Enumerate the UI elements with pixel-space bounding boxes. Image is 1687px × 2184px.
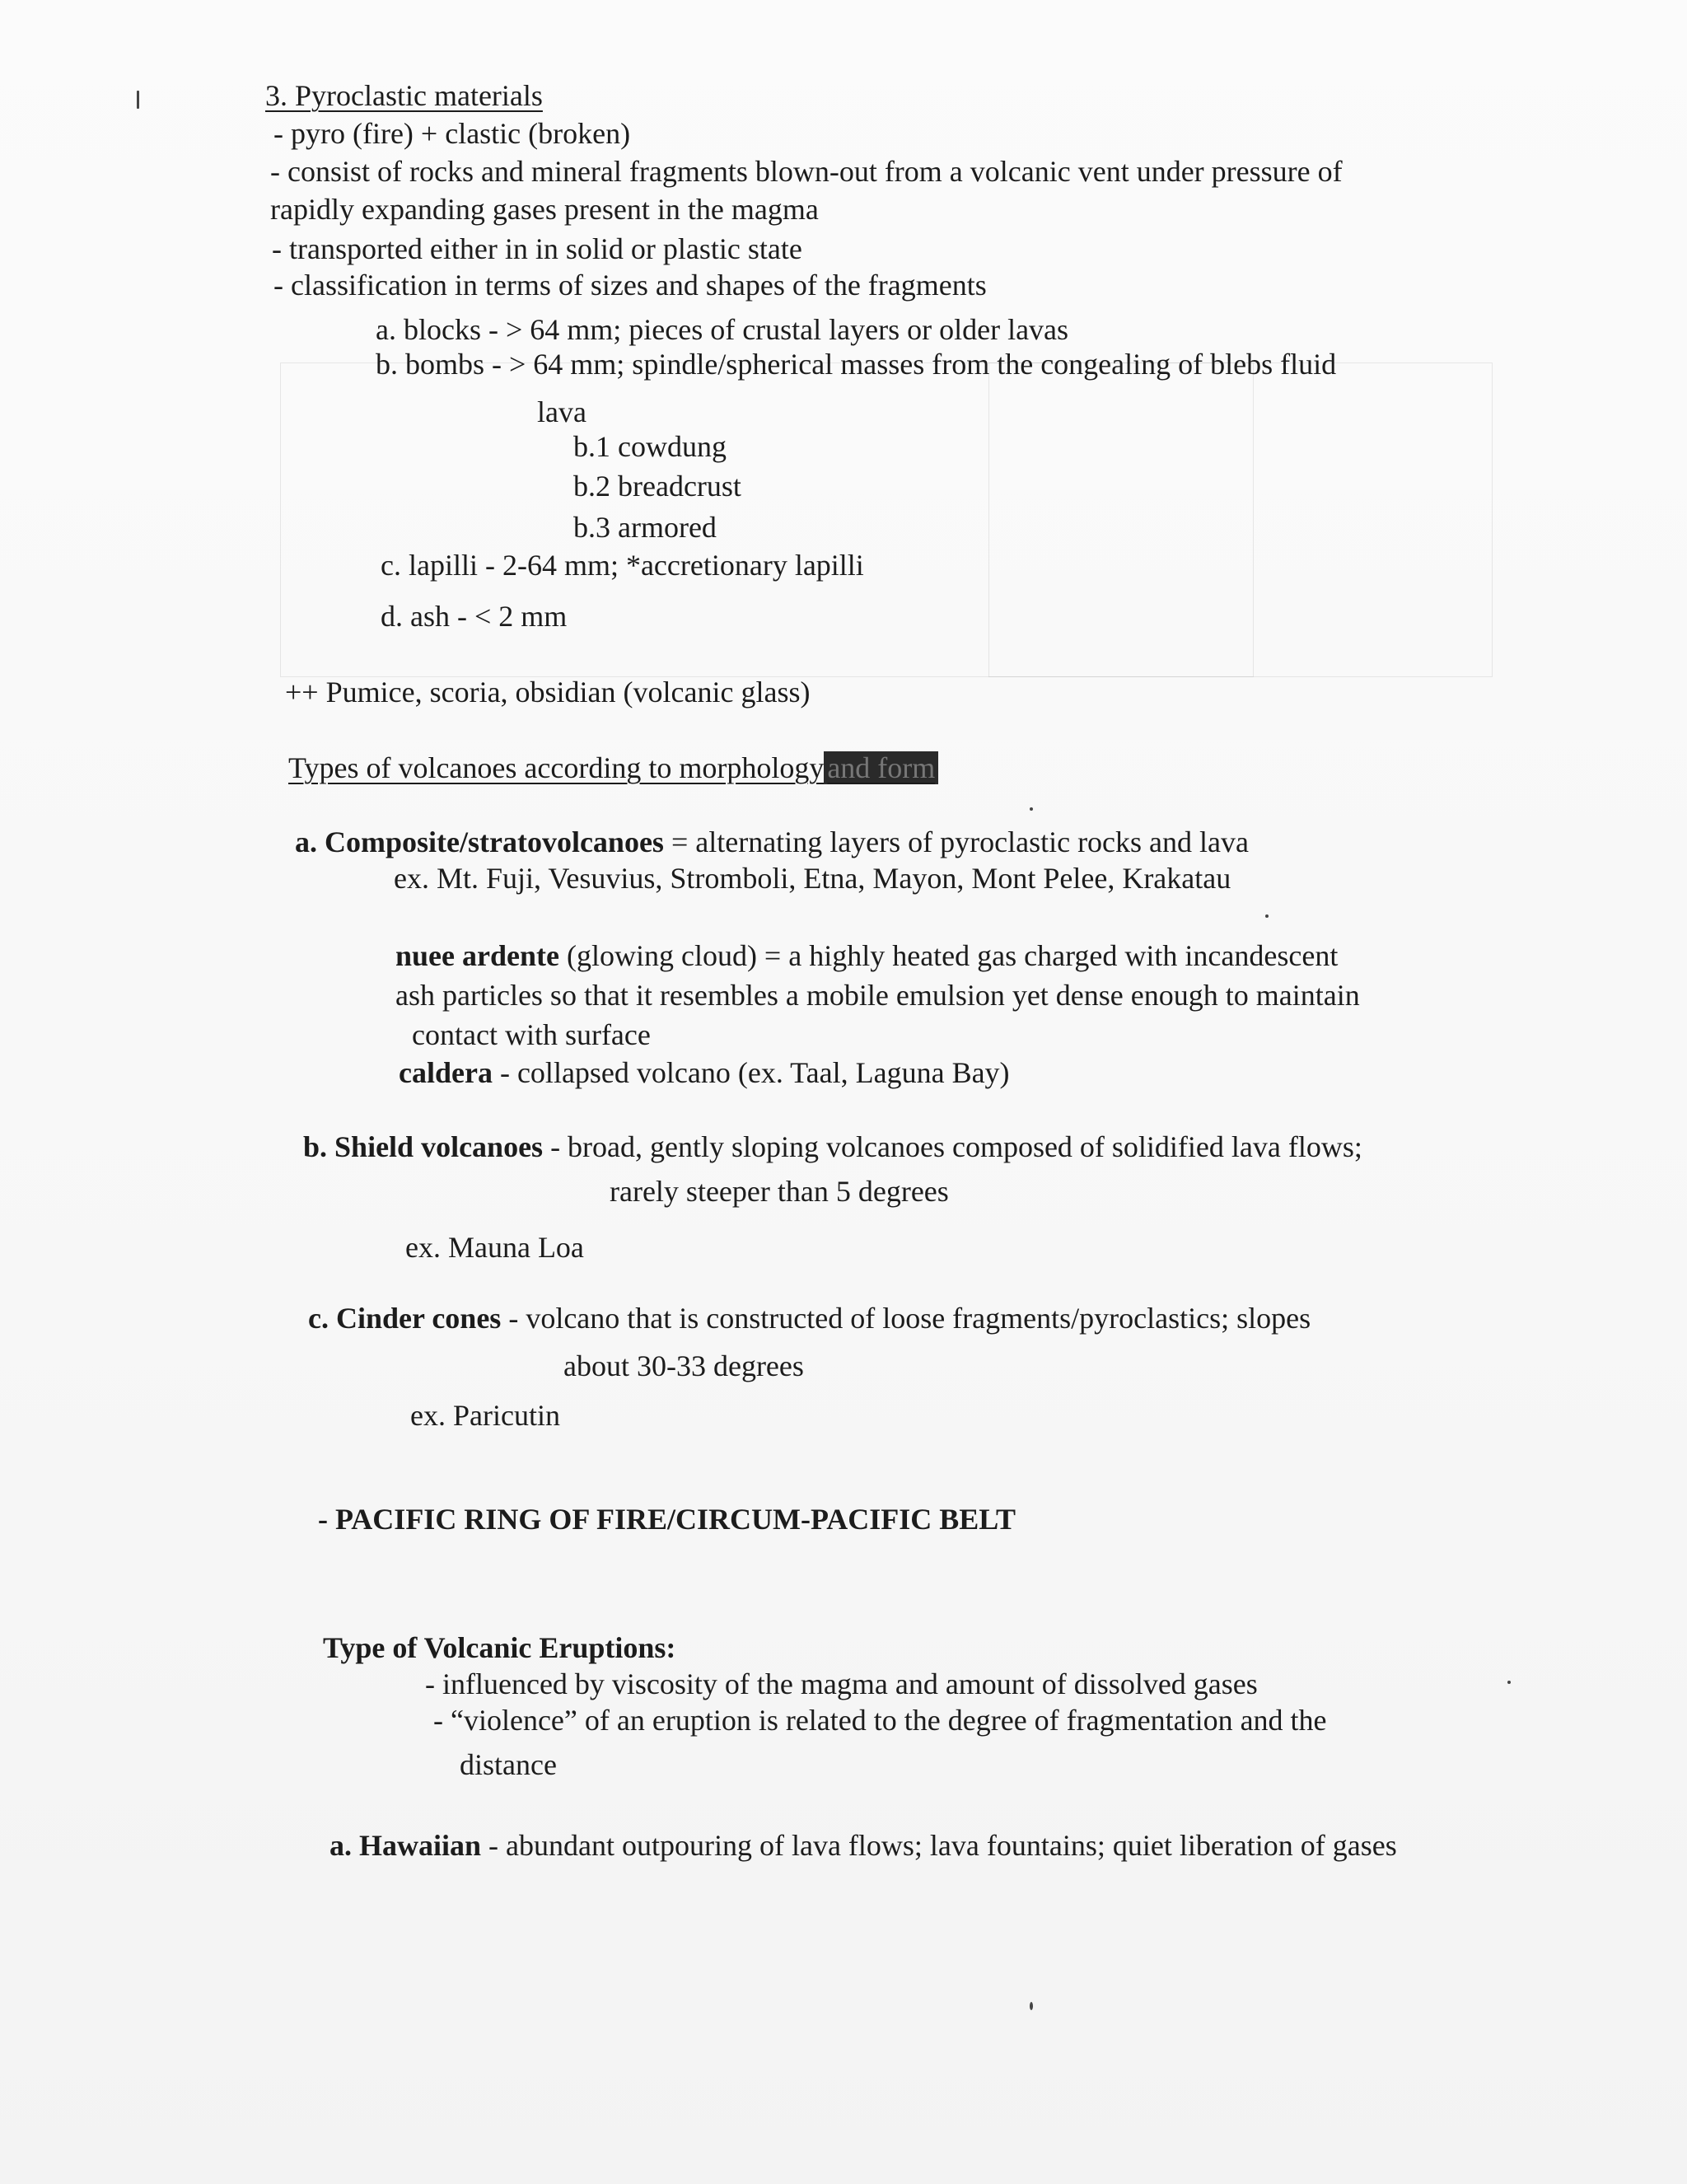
cinder-line bbox=[308, 1300, 1311, 1336]
eruptions-heading: Type of Volcanic Eruptions: bbox=[323, 1631, 676, 1664]
redacted-text: and form bbox=[824, 751, 938, 784]
bomb-subtype: b.3 armored bbox=[573, 511, 717, 544]
shield-line-2: rarely steeper than 5 degrees bbox=[610, 1175, 949, 1208]
shield-example: ex. Mauna Loa bbox=[405, 1231, 584, 1264]
cinder-desc: - volcano that is constructed of loose fragments/pyroclastics; slopes bbox=[501, 1302, 1311, 1335]
eruptions-line: - influenced by viscosity of the magma and amount of dissolved gases bbox=[425, 1667, 1258, 1700]
cinder-line-2: about 30-33 degrees bbox=[563, 1349, 804, 1382]
composite-line bbox=[295, 824, 1249, 860]
ring-of-fire-heading: - PACIFIC RING OF FIRE/CIRCUM-PACIFIC BELT bbox=[318, 1503, 1016, 1536]
fragment-item-bombs: b. bombs - > 64 mm; spindle/spherical masses from the congealing of blebs fluid bbox=[376, 348, 1337, 381]
volcanic-glass-note: ++ Pumice, scoria, obsidian (volcanic glass) bbox=[285, 676, 811, 709]
fragment-item-bombs-cont: lava bbox=[537, 395, 586, 428]
shield-desc: - broad, gently sloping volcanoes composed of solidified lava flows; bbox=[543, 1130, 1362, 1163]
bomb-subtype: b.1 cowdung bbox=[573, 430, 727, 463]
scan-speck bbox=[1507, 1681, 1511, 1684]
pyro-line: - transported either in in solid or plastic state bbox=[272, 232, 802, 265]
fragment-item-ash: d. ash - < 2 mm bbox=[381, 600, 568, 633]
scan-speck bbox=[137, 91, 139, 109]
cinder-label: c. Cinder cones bbox=[308, 1302, 502, 1335]
shield-line bbox=[303, 1129, 1362, 1165]
fragment-item-lapilli: c. lapilli - 2-64 mm; *accretionary lapilli bbox=[381, 549, 864, 582]
nuee-line-3: contact with surface bbox=[412, 1018, 651, 1051]
composite-example: ex. Mt. Fuji, Vesuvius, Stromboli, Etna, Mayon, Mont Pelee, Krakatau bbox=[394, 862, 1231, 895]
nuee-label: nuee ardente bbox=[395, 939, 559, 972]
nuee-line bbox=[395, 938, 1338, 974]
nuee-desc: (glowing cloud) = a highly heated gas charged with incandescent bbox=[558, 939, 1339, 972]
bomb-subtype: b.2 breadcrust bbox=[573, 470, 741, 503]
scan-speck bbox=[1030, 2002, 1033, 2010]
pyroclastic-heading: 3. Pyroclastic materials bbox=[265, 79, 543, 112]
pyro-line: - classification in terms of sizes and shapes of the fragments bbox=[273, 269, 987, 302]
composite-desc: = alternating layers of pyroclastic rocks and lava bbox=[663, 825, 1249, 858]
scan-speck bbox=[1030, 807, 1033, 811]
hawaiian-label: a. Hawaiian bbox=[329, 1829, 482, 1862]
caldera-desc: - collapsed volcano (ex. Taal, Laguna Bay) bbox=[492, 1056, 1010, 1089]
bleed-through-rule bbox=[988, 362, 1254, 677]
hawaiian-desc: - abundant outpouring of lava flows; lava fountains; quiet liberation of gases bbox=[481, 1829, 1397, 1862]
fragment-item-blocks: a. blocks - > 64 mm; pieces of crustal layers or older lavas bbox=[376, 313, 1069, 346]
composite-label: a. Composite/stratovolcanoes bbox=[295, 825, 664, 858]
caldera-line bbox=[399, 1055, 1010, 1091]
hawaiian-line bbox=[329, 1827, 1397, 1864]
eruptions-line: distance bbox=[460, 1748, 557, 1781]
scan-speck bbox=[1265, 914, 1269, 918]
pyro-line: - consist of rocks and mineral fragments blown-out from a volcanic vent under pressure of bbox=[270, 155, 1343, 188]
caldera-label: caldera bbox=[399, 1056, 493, 1089]
pyro-line: rapidly expanding gases present in the magma bbox=[270, 193, 819, 226]
pyro-line: - pyro (fire) + clastic (broken) bbox=[273, 117, 631, 150]
eruptions-line: - “violence” of an eruption is related to the degree of fragmentation and the bbox=[433, 1704, 1327, 1737]
volcano-types-heading bbox=[288, 750, 938, 786]
shield-label: b. Shield volcanoes bbox=[303, 1130, 544, 1163]
nuee-line-2: ash particles so that it resembles a mobile emulsion yet dense enough to maintain bbox=[395, 979, 1360, 1012]
volcano-types-heading-text: Types of volcanoes according to morphology bbox=[288, 751, 825, 784]
cinder-example: ex. Paricutin bbox=[410, 1399, 560, 1432]
